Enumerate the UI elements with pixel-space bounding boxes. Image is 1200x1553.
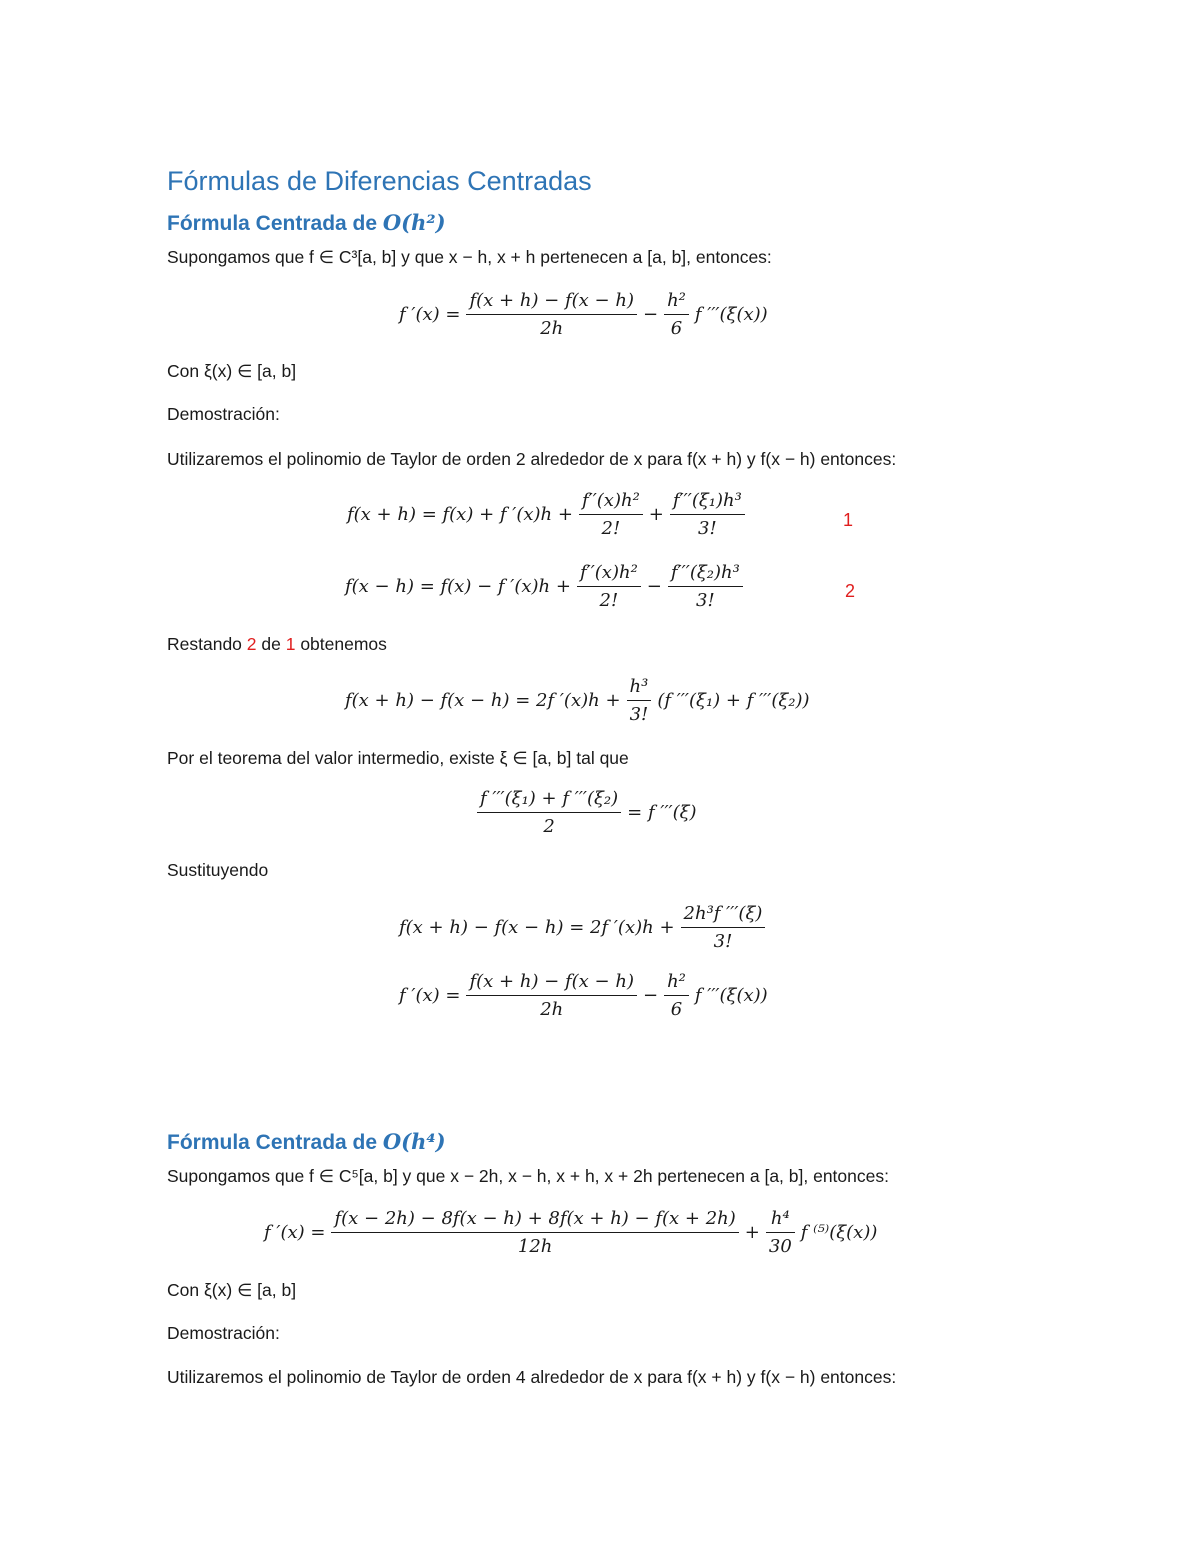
fraction-numerator: f′′(x)h² xyxy=(581,490,640,511)
taylor-text: Utilizaremos el polinomio de Taylor de orden 4 alrededor de x para f(x + h) y f(x − h) entonces: xyxy=(167,1367,897,1387)
equation-tag-2: 2 xyxy=(845,581,856,601)
fraction-denominator: 2h xyxy=(466,314,636,339)
equation-result-o-h2 xyxy=(397,971,770,1020)
fraction-numerator: f ′′′(ξ₁) + f ′′′(ξ₂) xyxy=(480,788,619,809)
restando-part: Restando xyxy=(167,634,247,654)
restando-text xyxy=(167,634,387,655)
sustituyendo-text: Sustituyendo xyxy=(167,860,269,880)
fraction-numerator: f(x + h) − f(x − h) xyxy=(469,290,634,311)
fraction-numerator: f′′′(ξ₁)h³ xyxy=(672,490,742,511)
fraction-numerator: f′′(x)h² xyxy=(579,562,638,583)
eq-lhs: f(x + h) = f(x) + f ′(x)h + xyxy=(347,504,573,525)
eq-lhs: f(x + h) − f(x − h) = 2f ′(x)h + xyxy=(345,690,621,711)
restando-ref-2: 2 xyxy=(246,634,257,654)
fraction-denominator: 2! xyxy=(579,514,643,539)
fraction-numerator: 2h³f ′′′(ξ) xyxy=(683,903,763,924)
fraction-error xyxy=(664,971,689,1020)
eq-operator: − xyxy=(642,304,659,325)
restando-part: obtenemos xyxy=(295,634,387,654)
section-heading-o-h4 xyxy=(167,1129,446,1155)
fraction-error xyxy=(664,290,689,339)
fraction-numerator: f(x + h) − f(x − h) xyxy=(469,971,634,992)
eq-lhs: f(x + h) − f(x − h) = 2f ′(x)h + xyxy=(399,917,675,938)
eq-tail: f ′′′(ξ(x)) xyxy=(694,304,768,325)
tvi-text: Por el teorema del valor intermedio, existe ξ ∈ [a, b] tal que xyxy=(167,748,629,768)
eq-lhs: f ′(x) = xyxy=(399,985,461,1006)
fraction-h3 xyxy=(627,676,652,725)
fraction-denominator: 6 xyxy=(664,995,689,1020)
fraction-second-order xyxy=(579,490,643,539)
fraction-numerator: h³ xyxy=(629,676,649,697)
fraction-numerator: f(x − 2h) − 8f(x − h) + 8f(x + h) − f(x + 2h) xyxy=(334,1208,736,1229)
fraction-denominator: 6 xyxy=(664,314,689,339)
assumption-text: Supongamos que f ∈ C⁵[a, b] y que x − 2h, x − h, x + h, x + 2h pertenecen a [a, b], entonces: xyxy=(167,1166,889,1186)
fraction-numerator: h² xyxy=(667,971,686,992)
fraction-denominator: 12h xyxy=(331,1232,738,1257)
con-text: Con ξ(x) ∈ [a, b] xyxy=(167,1280,297,1300)
fraction-numerator: h⁴ xyxy=(770,1208,790,1229)
eq-operator: − xyxy=(642,985,659,1006)
fraction-third-order xyxy=(670,490,745,539)
equation-difference xyxy=(343,676,812,725)
eq-tail: f ′′′(ξ(x)) xyxy=(694,985,768,1006)
fraction-denominator: 2 xyxy=(477,812,621,837)
fraction-numerator: f′′′(ξ₂)h³ xyxy=(670,562,740,583)
fraction-denominator: 3! xyxy=(627,700,652,725)
restando-part: de xyxy=(256,634,286,654)
fraction-error-term xyxy=(681,903,766,952)
section-heading-text: Fórmula Centrada de xyxy=(167,212,383,235)
eq-tail: (f ′′′(ξ₁) + f ′′′(ξ₂)) xyxy=(657,690,810,711)
equation-taylor-2 xyxy=(343,562,747,611)
equation-taylor-1 xyxy=(345,490,749,539)
con-text: Con ξ(x) ∈ [a, b] xyxy=(167,361,297,381)
section-heading-text: Fórmula Centrada de xyxy=(167,1131,383,1154)
fraction-average xyxy=(477,788,621,837)
fraction-third-order xyxy=(668,562,743,611)
equation-tag-1: 1 xyxy=(843,510,854,530)
fraction-denominator: 3! xyxy=(681,927,766,952)
section-heading-math: O(h⁴) xyxy=(382,1129,446,1154)
eq-operator: − xyxy=(646,576,662,597)
eq-rhs: = f ′′′(ξ) xyxy=(627,802,697,823)
fraction-denominator: 2! xyxy=(577,586,641,611)
eq-lhs: f ′(x) = xyxy=(399,304,461,325)
fraction-denominator: 2h xyxy=(466,995,636,1020)
fraction-main xyxy=(331,1208,738,1257)
page-title: Fórmulas de Diferencias Centradas xyxy=(167,166,592,196)
eq-tail: f ⁽⁵⁾(ξ(x)) xyxy=(800,1222,878,1243)
eq-lhs: f(x − h) = f(x) − f ′(x)h + xyxy=(345,576,571,597)
assumption-text: Supongamos que f ∈ C³[a, b] y que x − h, x + h pertenecen a [a, b], entonces: xyxy=(167,247,772,267)
fraction-main xyxy=(466,290,636,339)
eq-operator: + xyxy=(744,1222,760,1243)
fraction-denominator: 3! xyxy=(668,586,743,611)
fraction-denominator: 3! xyxy=(670,514,745,539)
equation-substituted xyxy=(397,903,769,952)
section-heading-o-h2 xyxy=(167,210,446,236)
fraction-main xyxy=(466,971,636,1020)
equation-central-o-h4 xyxy=(262,1208,879,1257)
fraction-denominator: 30 xyxy=(766,1232,795,1257)
taylor-text: Utilizaremos el polinomio de Taylor de orden 2 alrededor de x para f(x + h) y f(x − h) entonces: xyxy=(167,449,897,469)
eq-lhs: f ′(x) = xyxy=(264,1222,326,1243)
section-heading-math: O(h²) xyxy=(382,210,446,235)
demo-label: Demostración: xyxy=(167,1323,280,1343)
fraction-error xyxy=(766,1208,795,1257)
fraction-second-order xyxy=(577,562,641,611)
demo-label: Demostración: xyxy=(167,404,280,424)
equation-intermediate-value xyxy=(473,788,699,837)
eq-operator: + xyxy=(648,504,664,525)
fraction-numerator: h² xyxy=(667,290,686,311)
equation-central-o-h2 xyxy=(397,290,770,339)
restando-ref-1: 1 xyxy=(285,634,296,654)
